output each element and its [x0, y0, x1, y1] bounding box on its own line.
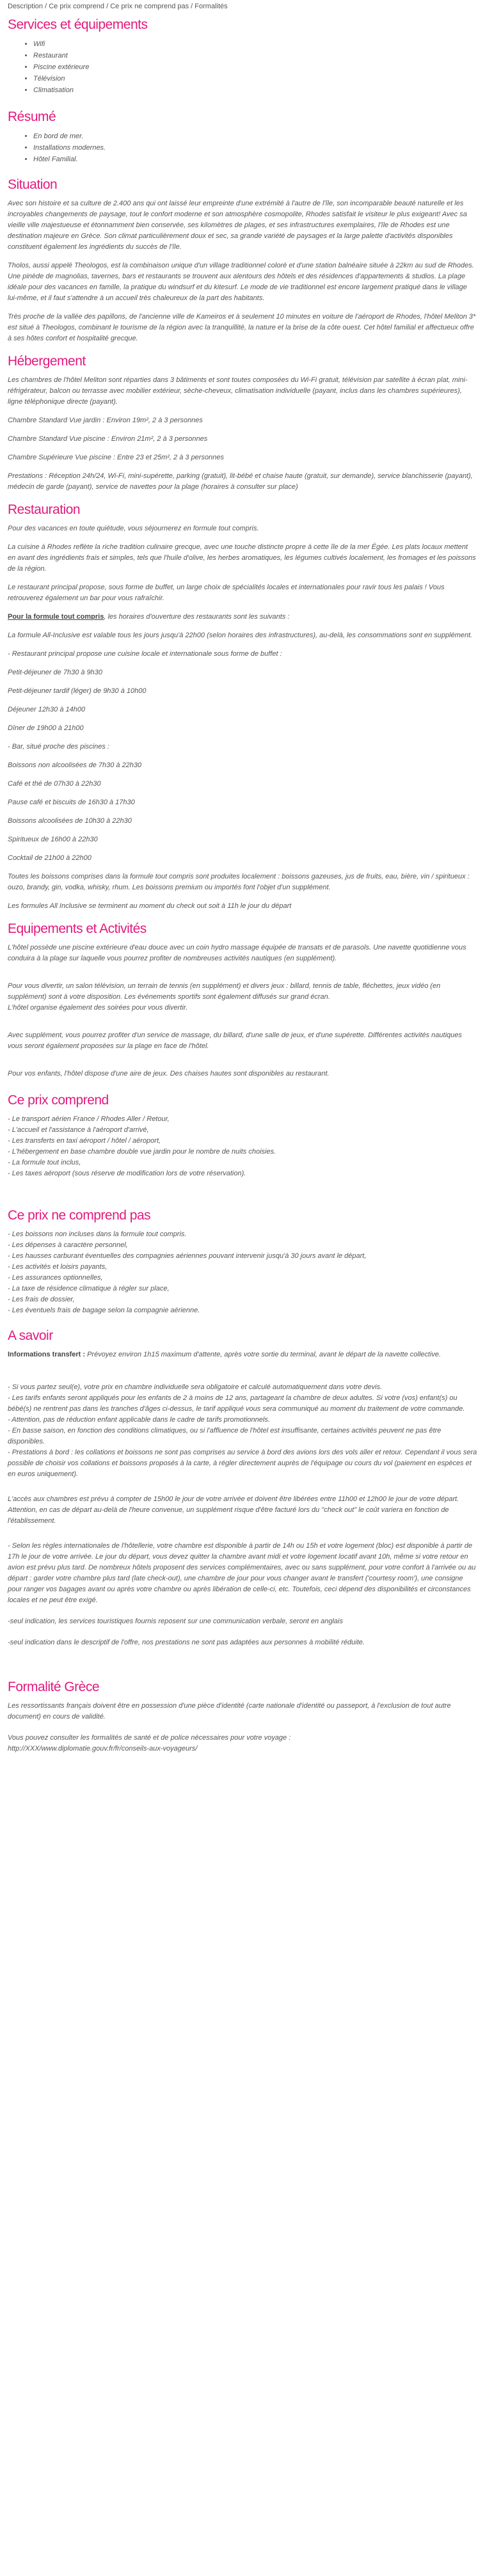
breadcrumb-ce-prix-comprend[interactable]: Ce prix comprend	[49, 3, 105, 10]
services-list	[8, 38, 477, 96]
equipements-paragraph: L'hôtel possède une piscine extérieure d'eau douce avec un coin hydro massage équipée de transats et de parasols. Une navette quotidienne vous conduira à la plage sur laquelle vous pourrez profiter de nombreuses activités nautiques (en supplément).	[8, 944, 466, 962]
schedule-item: Spiritueux de 16h00 à 22h30	[8, 836, 98, 843]
transfer-lead: Informations transfert :	[8, 1351, 86, 1358]
schedule-item: Dîner de 19h00 à 21h00	[8, 724, 84, 732]
ne-comprend-title: Ce prix ne comprend pas	[8, 1208, 151, 1223]
ne-comprend-item: - Les hausses carburant éventuelles des compagnies aériennes pouvant intervenir jusqu'à 30 jours avant le départ,	[8, 1252, 367, 1260]
schedule-item: Déjeuner 12h30 à 14h00	[8, 706, 86, 713]
comprend-item: - Le transport aérien France / Rhodes Aller / Retour,	[8, 1115, 170, 1123]
a-savoir-note: - Si vous partez seul(e), votre prix en chambre individuelle sera obligatoire et calculé automatiquement dans votre devis.	[8, 1383, 383, 1391]
situation-paragraph: Avec son histoire et sa culture de 2.400 ans qui ont laissé leur empreinte d'une extrémité à l'autre de l'île, son incomparable beauté naturelle et les incroyables changements de paysage, tout le confort moderne et son atmosphère cosmopolite, Rhodes satisfait le visiteur le plus exigeant! Avec sa vieille ville majestueuse et étonnamment bien conservée, ses kilomètres de plages, et ses infrastructures exemplaires, l'île de Rhodes est une destination majeure en Grèce. Son climat particulièrement doux et sec, sa grande variété de paysages et la large palette d'activités disponibles constituent également les ingrédients du succès de l'île.	[8, 200, 467, 251]
equipements-title: Equipements et Activités	[8, 921, 147, 936]
formula-note: La formule All-Inclusive est valable tous les jours jusqu'à 22h00 (selon horaires des infrastructures), au-delà, les consommations sont en supplément.	[8, 632, 473, 639]
ne-comprend-item: - La taxe de résidence climatique à régler sur place,	[8, 1285, 170, 1292]
service-item: • Wifi	[33, 38, 477, 50]
breadcrumb	[8, 0, 477, 12]
hebergement-paragraph: Les chambres de l'hôtel Meliton sont réparties dans 3 bâtiments et sont toutes composées du Wi-Fi gratuit, télévision par satellite à écran plat, mini-réfrigérateur, balcon ou terrasse avec mobilier extérieur, sèche-cheveux, climatisation individuelle (payant, inclus dans les chambres supérieures), ligne téléphonique directe (payant).	[8, 376, 468, 406]
schedule-item: Boissons alcoolisées de 10h30 à 22h30	[8, 817, 132, 825]
schedule-item: Pause café et biscuits de 16h30 à 17h30	[8, 799, 135, 806]
hebergement-prestations: Prestations : Réception 24h/24, Wi-Fi, mini-supérette, parking (gratuit), lit-bébé et chaise haute (gratuit, sur demande), service blanchisserie (payant), médecin de garde (payant), service de navettes pour la plage (horaires à consulter sur place)	[8, 472, 473, 491]
equipements-paragraph: L'hôtel organise également des soirées pour vous divertir.	[8, 1004, 188, 1012]
breadcrumb-separator: /	[43, 3, 49, 10]
restauration-outro: Les formules All Inclusive se terminent au moment du check out soit à 11h le jour du départ	[8, 902, 292, 910]
formula-lead: Pour la formule tout compris	[8, 613, 104, 621]
hotel-rules-note: - Selon les règles internationales de l'hôtellerie, votre chambre est disponible à partir de 14h ou 15h et votre logement (bloc) est disponible à partir de 17h le jour de votre arrivée. Le jour du départ, vous devez quitter la chambre avant midi et votre logement locatif avant 10h, même si votre retour en avion est prévu plus tard. De nombreux hôtels proposent des services complémentaires, avec ou sans supplément, pour votre confort à l'arrivée ou au départ : garder votre chambre plus tard (late check-out), une chambre de jour pour vous changer avant le transfert ('courtesy room'), une consigne pour ranger vos bagages avant ou après votre chambre ou après libération de celle-ci, etc. Toutefois, ceci dépend des disponibilités et circonstances locales et ne peut être exigé.	[8, 1542, 476, 1604]
ne-comprend-item: - Les frais de dossier,	[8, 1296, 75, 1303]
a-savoir-note: - Les tarifs enfants seront appliqués pour les enfants de 2 à moins de 12 ans, partageant la chambre de deux adultes. Si votre (vos) enfant(s) ou bébé(s) ne rentrent pas dans les tranches d'âges ci-dessus, le tarif appliqué vous sera communiqué au moment du traitement de votre commande.	[8, 1394, 465, 1413]
schedule-item: Cocktail de 21h00 à 22h00	[8, 854, 91, 862]
a-savoir-note: - En basse saison, en fonction des conditions climatiques, ou si l'affluence de l'hôtel est insuffisante, certaines activités peuvent ne pas être disponibles.	[8, 1427, 441, 1445]
hebergement-title: Hébergement	[8, 354, 86, 369]
resume-item: • En bord de mer.	[33, 131, 477, 142]
formalite-paragraph: Vous pouvez consulter les formalités de santé et de police nécessaires pour votre voyage :	[8, 1734, 291, 1742]
restauration-paragraph: Pour des vacances en toute quiétude, vous séjournerez en formule tout compris.	[8, 525, 259, 532]
service-item: • Télévision	[33, 73, 477, 84]
equipements-paragraph: Pour vous divertir, un salon télévision, un terrain de tennis (en supplément) et divers jeux : billard, tennis de table, fléchettes, jeux vidéo (en supplément) sont à votre disposition. Les événements sportifs sont également diffusés sur grand écran.	[8, 982, 441, 1001]
formalite-link[interactable]: http://XXX/www.diplomatie.gouv.fr/fr/conseils-aux-voyageurs/	[8, 1745, 198, 1753]
ne-comprend-list	[8, 1229, 477, 1316]
schedule-item: - Bar, situé proche des piscines :	[8, 743, 109, 751]
equipements-paragraph: Pour vos enfants, l'hôtel dispose d'une aire de jeux. Des chaises hautes sont disponibles au restaurant.	[8, 1070, 330, 1077]
breadcrumb-formalites[interactable]: Formalités	[195, 3, 228, 10]
restaurant-line: - Restaurant principal propose une cuisine locale et internationale sous forme de buffet :	[8, 650, 282, 658]
breadcrumb-description[interactable]: Description	[8, 3, 44, 10]
a-savoir-note: - Prestations à bord : les collations et boissons ne sont pas comprises au service à bord des avions lors des vols aller et retour. Cependant il vous sera possible de choisir vos collations et boissons proposés à la carte, à régler directement auprès de l'équipage ou cours du vol (paiement en espèces et en euros uniquement).	[8, 1449, 477, 1478]
situation-paragraph: Tholos, aussi appelé Theologos, est la combinaison unique d'un village traditionnel coloré et d'une station balnéaire située à 22km au sud de Rhodes. Une pinède de magnolias, tavernes, bars et restaurants se trouvent aux alentours des hôtels et des résidences d'appartements & studios. La plage idéale pour des vacances en famille, la pratique du windsurf et du kitesurf. Le mode de vie traditionnel est encore largement pratiqué dans le village lui-même, et il faut s'attendre à un accueil très chaleureux de la part des habitants.	[8, 262, 474, 302]
restauration-outro: Toutes les boissons comprises dans la formule tout compris sont produites localement : boissons gazeuses, jus de fruits, eau, bière, vin / spiritueux : ouzo, brandy, gin, vodka, whisky, rhum. Les boissons premium ou importés font l'objet d'un supplément.	[8, 873, 470, 891]
resume-title: Résumé	[8, 109, 56, 124]
comprend-title: Ce prix comprend	[8, 1093, 109, 1108]
comprend-item: - L'hébergement en base chambre double vue jardin pour le nombre de nuits choisies.	[8, 1148, 276, 1156]
room-type: Chambre Standard Vue jardin : Environ 19m², 2 à 3 personnes	[8, 417, 203, 424]
ne-comprend-item: - Les assurances optionnelles,	[8, 1274, 103, 1282]
room-type: Chambre Supérieure Vue piscine : Entre 23 et 25m², 2 à 3 personnes	[8, 454, 224, 461]
schedule-item: Petit-déjeuner tardif (léger) de 9h30 à 10h00	[8, 687, 147, 695]
a-savoir-title: A savoir	[8, 1328, 53, 1343]
restauration-title: Restauration	[8, 502, 81, 517]
comprend-item: - Les taxes aéroport (sous réserve de modification lors de votre réservation).	[8, 1170, 246, 1177]
formalite-title: Formalité Grèce	[8, 1680, 100, 1694]
formalite-paragraph: Les ressortissants français doivent être en possession d'une pièce d'identité (carte nationale d'identité ou passeport, à l'exclusion de tout autre document) en cours de validité.	[8, 1702, 451, 1721]
breadcrumb-separator: /	[189, 3, 195, 10]
ne-comprend-item: - Les dépenses à caractère personnel,	[8, 1241, 128, 1249]
situation-paragraph: Très proche de la vallée des papillons, de l'ancienne ville de Kameiros et à seulement 10 minutes en voiture de l'aéroport de Rhodes, l'hôtel Meliton 3* est situé à Theologos, combinant le tourisme de la région avec la tranquillité, la nature et la brise de la côte ouest. Cet hôtel familial et affectueux offre à ses hôtes confort et hospitalité grecque.	[8, 313, 476, 342]
service-item: • Restaurant	[33, 50, 477, 61]
room-type: Chambre Standard Vue piscine : Environ 21m², 2 à 3 personnes	[8, 435, 208, 443]
situation-title: Situation	[8, 177, 58, 192]
services-title: Services et équipements	[8, 17, 148, 32]
breadcrumb-separator: /	[104, 3, 111, 10]
transfer-text: Prévoyez environ 1h15 maximum d'attente, après votre sortie du terminal, avant le départ de la navette collective.	[85, 1351, 441, 1358]
formula-heading	[8, 612, 477, 623]
ne-comprend-item: - Les boissons non incluses dans la formule tout compris.	[8, 1230, 187, 1238]
breadcrumb-ce-prix-ne-comprend-pas[interactable]: Ce prix ne comprend pas	[110, 3, 189, 10]
service-item: • Climatisation	[33, 84, 477, 96]
a-savoir-notes	[8, 1382, 477, 1480]
ne-comprend-item: - Les éventuels frais de bagage selon la compagnie aérienne.	[8, 1307, 200, 1314]
checkin-line: Attention, en cas de départ au-delà de l'heure convenue, un supplément risque d'être facturé lors du "check out" le coût variera en fonction de l'établissement.	[8, 1506, 449, 1525]
comprend-item: - L'accueil et l'assistance à l'aéroport d'arrivé,	[8, 1126, 149, 1134]
schedule-item: Café et thé de 07h30 à 22h30	[8, 780, 101, 788]
resume-list	[8, 131, 477, 165]
equipements-paragraph: Avec supplément, vous pourrez profiter d'un service de massage, du billard, d'une salle de jeux, et d'une supérette. Différentes activités nautiques vous seront également proposées sur la plage en face de l'hôtel.	[8, 1031, 462, 1050]
resume-item: • Hôtel Familial.	[33, 154, 477, 165]
resume-item: • Installations modernes.	[33, 142, 477, 154]
ne-comprend-item: - Les activités et loisirs payants,	[8, 1263, 107, 1271]
service-item: • Piscine extérieure	[33, 61, 477, 73]
restauration-paragraph: Le restaurant principal propose, sous forme de buffet, un large choix de spécialités locales et internationales pour ravir tous les palais ! Vous retrouverez également un bar pour vous rafraîchir.	[8, 584, 445, 602]
comprend-list	[8, 1114, 477, 1179]
checkin-line: L'accès aux chambres est prévu à compter de 15h00 le jour de votre arrivée et doivent être libérées entre 11h00 et 12h00 le jour de votre départ.	[8, 1495, 459, 1503]
mobility-note: -seul indication dans le descriptif de l'offre, nos prestations ne sont pas adaptées aux personnes à mobilité réduite.	[8, 1639, 365, 1646]
language-note: -seul indication, les services touristiques fournis reposent sur une communication verbale, seront en anglais	[8, 1618, 343, 1625]
comprend-item: - La formule tout inclus,	[8, 1159, 81, 1166]
schedule-item: Petit-déjeuner de 7h30 à 9h30	[8, 669, 103, 676]
checkin-info	[8, 1494, 477, 1527]
comprend-item: - Les transferts en taxi aéroport / hôtel / aéroport,	[8, 1137, 161, 1145]
transfer-info	[8, 1349, 477, 1360]
restauration-paragraph: La cuisine à Rhodes reflète la riche tradition culinaire grecque, avec une touche distincte propre à cette île de la mer Égée. Les plats locaux mettent en avant des ingrédients frais et simples, tels que l'huile d'olive, les herbes aromatiques, les légumes cultivés localement, les fromages et les poissons de la région.	[8, 543, 476, 573]
a-savoir-note: - Attention, pas de réduction enfant applicable dans le cadre de tarifs promotionnels.	[8, 1416, 270, 1424]
schedule-item: Boissons non alcoolisées de 7h30 à 22h30	[8, 761, 142, 769]
formula-rest: , les horaires d'ouverture des restaurants sont les suivants :	[104, 613, 290, 621]
